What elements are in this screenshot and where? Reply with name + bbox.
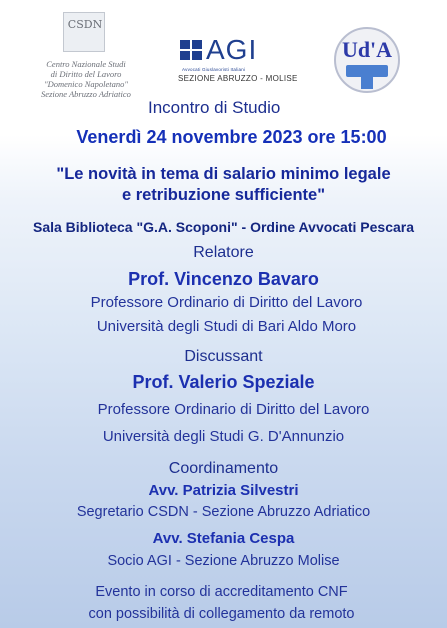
agi-wordmark: AGI [206, 34, 258, 65]
csdn-logo-box [63, 12, 105, 52]
remote-note: con possibilità di collegamento da remoto [88, 606, 355, 622]
event-type: Incontro di Studio [148, 98, 281, 117]
event-title-line: "Le novità in tema di salario minimo legale [56, 165, 391, 183]
agi-section: SEZIONE ABRUZZO - MOLISE [178, 74, 298, 83]
relatore-name: Prof. Vincenzo Bavaro [128, 269, 319, 289]
discussant-heading: Discussant [184, 348, 263, 365]
coordinamento-heading: Coordinamento [168, 460, 279, 477]
coordinator1-name: Avv. Patrizia Silvestri [148, 482, 299, 499]
csdn-logo [36, 12, 136, 107]
accreditation-note: Evento in corso di accreditamento CNF [95, 584, 348, 600]
uda-logo [334, 27, 400, 93]
event-venue: Sala Biblioteca "G.A. Scoponi" - Ordine Avvocati Pescara [32, 219, 415, 235]
csdn-caption-line: di Diritto del Lavoro [50, 69, 122, 79]
discussant-role: Professore Ordinario di Diritto del Lavoro [97, 401, 370, 418]
csdn-abbr: CSDN [67, 18, 103, 31]
coordinator1-role: Segretario CSDN - Sezione Abruzzo Adriatico [76, 504, 371, 520]
csdn-caption-line: Sezione Abruzzo Adriatico [41, 89, 131, 99]
csdn-caption [36, 59, 136, 99]
event-date: Venerdì 24 novembre 2023 ore 15:00 [76, 127, 387, 147]
agi-logo [176, 34, 298, 88]
discussant-name: Prof. Valerio Speziale [132, 372, 315, 392]
csdn-caption-line: Centro Nazionale Studi [46, 59, 126, 69]
uda-wordmark: Ud'A [341, 37, 393, 62]
coordinator2-role: Socio AGI - Sezione Abruzzo Molise [107, 553, 340, 569]
relatore-affiliation: Università degli Studi di Bari Aldo Moro [96, 318, 357, 335]
discussant-affiliation: Università degli Studi G. D'Annunzio [102, 428, 345, 445]
relatore-role: Professore Ordinario di Diritto del Lavoro [90, 294, 363, 311]
event-title-line: e retribuzione sufficiente" [121, 186, 326, 204]
agi-subtitle: Avvocati Giuslavoristi Italiani [182, 67, 246, 72]
csdn-caption-line: "Domenico Napoletano" [44, 79, 128, 89]
coordinator2-name: Avv. Stefania Cespa [152, 530, 295, 547]
agi-emblem-icon [180, 40, 204, 62]
uda-column-icon [361, 75, 373, 89]
relatore-heading: Relatore [193, 244, 254, 261]
event-title [0, 164, 447, 206]
